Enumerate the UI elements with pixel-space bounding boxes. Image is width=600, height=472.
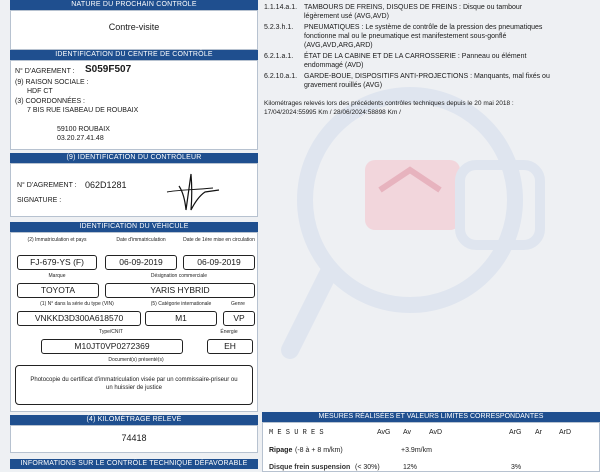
mileage-history-line1: Kilométrages relevés lors des précédents contrôles techniques depuis le 20 mai 2018 : bbox=[264, 100, 514, 107]
vin-field: VNKKD3D300A618570 bbox=[17, 311, 141, 326]
controleur-header: (9) IDENTIFICATION DU CONTRÔLEUR bbox=[10, 153, 258, 163]
partial-value: 3% bbox=[511, 464, 522, 471]
mesures-col-header: ArG bbox=[509, 429, 522, 436]
controleur-agrement-value: 062D1281 bbox=[85, 180, 127, 190]
defect-code: 1.1.14.a.1. bbox=[264, 4, 298, 11]
nature-header: NATURE DU PROCHAIN CONTRÔLE bbox=[10, 0, 258, 10]
kilometrage-header: (4) KILOMÉTRAGE RELEVÉ bbox=[10, 415, 258, 425]
documents-value-line2: un huissier de justice bbox=[105, 385, 163, 391]
immat-label: (2) Immatriculation et pays bbox=[27, 237, 87, 243]
designation-label: Désignation commerciale bbox=[150, 273, 208, 279]
controleur-agrement-label: N° D'AGREMENT : bbox=[17, 182, 77, 189]
defect-line: GARDE-BOUE, DISPOSITIFS ANTI-PROJECTIONS : Manquants, mal fixés ou bbox=[304, 73, 550, 80]
defect-line: fonctionne mal ou le pneumatique est manifestement sous-gonflé bbox=[304, 33, 507, 40]
ripage-value: +3.9m/km bbox=[401, 447, 432, 454]
centre-box bbox=[10, 60, 258, 150]
date-1re-field: 06-09-2019 bbox=[183, 255, 255, 270]
defect-line: légèrement usé (AVG,AVD) bbox=[304, 13, 389, 20]
type-field: M10JT0VP0272369 bbox=[41, 339, 183, 354]
coordonnees-label: (3) COORDONNÉES : bbox=[15, 98, 86, 105]
date-1re-label: Date de 1ère mise en circulation bbox=[183, 237, 255, 243]
raison-sociale-value: HDF CT bbox=[27, 88, 53, 95]
designation-field: YARIS HYBRID bbox=[105, 283, 255, 298]
kilometrage-box bbox=[10, 425, 258, 453]
controleur-box bbox=[10, 163, 258, 217]
defect-line: ÉTAT DE LA CABINE ET DE LA CARROSSERIE : Panneau ou élément bbox=[304, 53, 527, 60]
energie-field: EH bbox=[207, 339, 253, 354]
genre-field: VP bbox=[223, 311, 255, 326]
nature-box bbox=[10, 10, 258, 50]
mesures-col-header: AvG bbox=[377, 429, 391, 436]
immat-field: FJ-679-YS (F) bbox=[17, 255, 97, 270]
mesures-col-header: Av bbox=[403, 429, 412, 436]
defect-line: PNEUMATIQUES : Le système de contrôle de la pression des pneumatiques bbox=[304, 24, 543, 31]
defect-line: gravement rouillés (AVG) bbox=[304, 82, 383, 89]
defect-code: 5.2.3.h.1. bbox=[264, 24, 294, 31]
marque-label: Marque bbox=[48, 273, 66, 279]
centre-header: IDENTIFICATION DU CENTRE DE CONTRÔLE bbox=[10, 50, 258, 60]
mesures-col-header: ArD bbox=[559, 429, 572, 436]
ripage-label: Ripage bbox=[269, 447, 293, 454]
defect-line: TAMBOURS DE FREINS, DISQUES DE FREINS : Disque ou tambour bbox=[304, 4, 523, 11]
ripage-limits: (-8 à + 8 m/km) bbox=[295, 447, 343, 454]
mesures-col-header: AvD bbox=[429, 429, 443, 436]
raison-sociale-label: (9) RAISON SOCIALE : bbox=[15, 79, 89, 86]
documents-field bbox=[15, 365, 253, 405]
centre-agrement-label: N° D'AGREMENT : bbox=[15, 68, 75, 75]
partial-row-limits: (< 30%) bbox=[355, 464, 380, 471]
partial-row-label: Disque frein suspension bbox=[269, 464, 351, 471]
defect-line: endommagé (AVD) bbox=[304, 62, 364, 69]
signature-label: SIGNATURE : bbox=[17, 197, 62, 204]
mesures-header: MESURES RÉALISÉES ET VALEURS LIMITES CORRESPONDANTES bbox=[262, 412, 600, 422]
marque-field: TOYOTA bbox=[17, 283, 99, 298]
vin-label: (1) N° dans la série du type (VIN) bbox=[40, 301, 114, 307]
type-label: Type/CNIT bbox=[99, 329, 123, 335]
left-column bbox=[10, 0, 258, 470]
right-column bbox=[262, 0, 600, 470]
address-line1: 7 BIS RUE ISABEAU DE ROUBAIX bbox=[27, 107, 139, 114]
mesures-table bbox=[262, 422, 600, 472]
energie-label: Énergie bbox=[220, 329, 238, 335]
nature-value: Contre-visite bbox=[108, 22, 160, 32]
centre-agrement-value: S059F507 bbox=[85, 64, 132, 75]
kilometrage-value: 74418 bbox=[121, 433, 147, 443]
defect-code: 6.2.10.a.1. bbox=[264, 73, 298, 80]
mesures-col-header: M E S U R E S bbox=[269, 429, 324, 437]
genre-label: Genre bbox=[231, 301, 245, 307]
informations-header: INFORMATIONS SUR LE CONTRÔLE TECHNIQUE DÉFAVORABLE bbox=[10, 459, 258, 469]
defect-line: (AVG,AVD,ARG,ARD) bbox=[304, 42, 373, 49]
date-immat-label: Date d'immatriculation bbox=[116, 237, 166, 243]
defect-code: 6.2.1.a.1. bbox=[264, 53, 294, 60]
documents-label: Document(s) présenté(s) bbox=[108, 357, 164, 363]
date-immat-field: 06-09-2019 bbox=[105, 255, 177, 270]
address-line2: 59100 ROUBAIX bbox=[57, 126, 110, 133]
signature-image bbox=[161, 166, 221, 214]
mileage-history-line2: 17/04/2024:55995 Km / 28/06/2024:58898 Km / bbox=[264, 109, 401, 116]
phone: 03.20.27.41.48 bbox=[57, 135, 104, 142]
categorie-field: M1 bbox=[145, 311, 217, 326]
documents-value-line1: Photocopie du certificat d'immatriculation visée par un commissaire-priseur ou bbox=[30, 377, 238, 383]
vehicule-box bbox=[10, 232, 258, 412]
mesures-col-header: Ar bbox=[535, 429, 542, 436]
categorie-label: (5) Catégorie internationale bbox=[150, 301, 212, 307]
partial-value: 12% bbox=[403, 464, 418, 471]
vehicule-header: IDENTIFICATION DU VÉHICULE bbox=[10, 222, 258, 232]
